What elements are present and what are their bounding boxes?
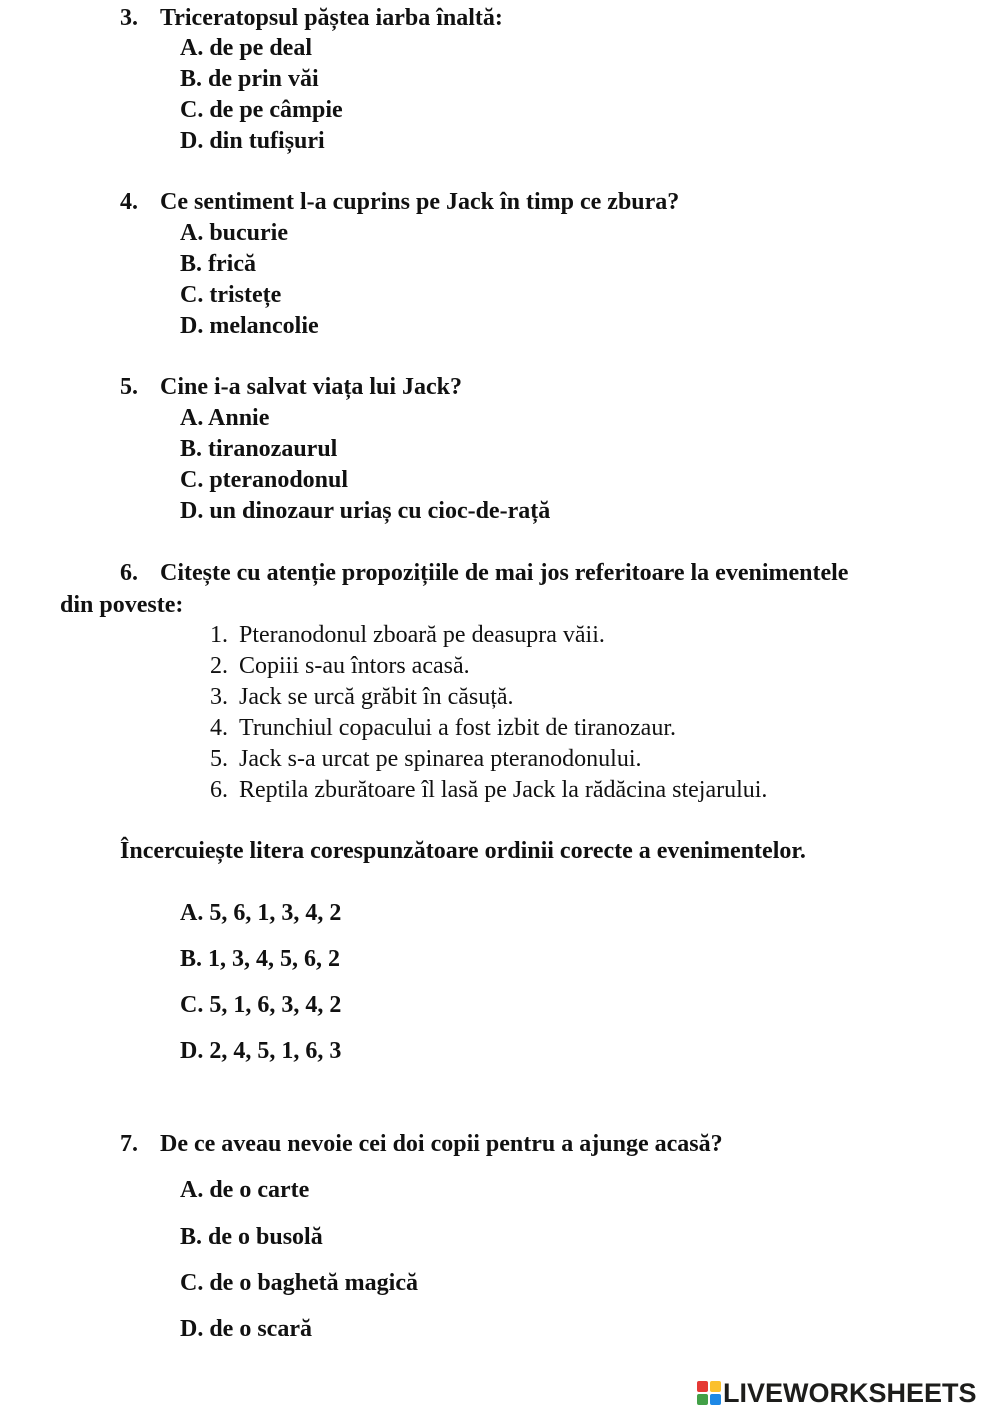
- question-number: 7.: [120, 1131, 138, 1157]
- q6-option-a[interactable]: A. 5, 6, 1, 3, 4, 2: [180, 900, 342, 926]
- question-5: [120, 372, 462, 402]
- statement-5: [210, 744, 642, 774]
- question-text: De ce aveau nevoie cei doi copii pentru a ajunge acasă?: [160, 1131, 723, 1157]
- q3-option-b[interactable]: B. de prin văi: [180, 66, 319, 92]
- q6-option-d[interactable]: D. 2, 4, 5, 1, 6, 3: [180, 1038, 342, 1064]
- statement-number: 4.: [210, 715, 228, 741]
- question-text: Cine i-a salvat viața lui Jack?: [160, 374, 463, 400]
- q4-option-b[interactable]: B. frică: [180, 251, 256, 277]
- statement-text: Reptila zburătoare îl lasă pe Jack la rădăcina stejarului.: [239, 777, 768, 803]
- q6-instruction: Încercuiește litera corespunzătoare ordinii corecte a evenimentelor.: [120, 838, 806, 864]
- statement-number: 5.: [210, 746, 228, 772]
- liveworksheets-logo-text: LIVEWORKSHEETS: [723, 1377, 977, 1408]
- statement-text: Jack se urcă grăbit în căsuță.: [239, 684, 514, 710]
- question-text: Citește cu atenție propozițiile de mai jos referitoare la evenimentele: [160, 560, 849, 586]
- q5-option-b[interactable]: B. tiranozaurul: [180, 436, 338, 462]
- logo-square-yellow: [710, 1381, 721, 1392]
- statement-text: Copiii s-au întors acasă.: [239, 653, 470, 679]
- logo-square-blue: [710, 1394, 721, 1405]
- statement-number: 3.: [210, 684, 228, 710]
- question-text: Triceratopsul păștea iarba înaltă:: [160, 5, 503, 31]
- question-number: 6.: [120, 560, 138, 586]
- q3-option-d[interactable]: D. din tufișuri: [180, 128, 325, 154]
- question-6-line-2: din poveste:: [60, 592, 184, 618]
- logo-square-red: [697, 1381, 708, 1392]
- q5-option-a[interactable]: A. Annie: [180, 405, 270, 431]
- q5-option-c[interactable]: C. pteranodonul: [180, 467, 349, 493]
- q7-option-c[interactable]: C. de o baghetă magică: [180, 1270, 418, 1296]
- question-3: [120, 3, 503, 33]
- statement-6: [210, 775, 767, 805]
- q6-option-b[interactable]: B. 1, 3, 4, 5, 6, 2: [180, 946, 341, 972]
- logo-square-green: [697, 1394, 708, 1405]
- question-7: [120, 1129, 723, 1159]
- q5-option-d[interactable]: D. un dinozaur uriaș cu cioc-de-rață: [180, 498, 551, 524]
- q4-option-c[interactable]: C. tristețe: [180, 282, 282, 308]
- q4-option-a[interactable]: A. bucurie: [180, 220, 288, 246]
- question-number: 5.: [120, 374, 138, 400]
- q4-option-d[interactable]: D. melancolie: [180, 313, 319, 339]
- statement-number: 1.: [210, 622, 228, 648]
- statement-1: [210, 620, 605, 650]
- question-text: Ce sentiment l-a cuprins pe Jack în timp ce zbura?: [160, 189, 680, 215]
- liveworksheets-logo-icon: [697, 1381, 721, 1405]
- liveworksheets-logo[interactable]: [697, 1378, 977, 1408]
- question-number: 4.: [120, 189, 138, 215]
- statement-2: [210, 651, 470, 681]
- q6-option-c[interactable]: C. 5, 1, 6, 3, 4, 2: [180, 992, 342, 1018]
- q7-option-d[interactable]: D. de o scară: [180, 1316, 312, 1342]
- q3-option-a[interactable]: A. de pe deal: [180, 35, 312, 61]
- statement-number: 2.: [210, 653, 228, 679]
- question-number: 3.: [120, 5, 138, 31]
- q7-option-b[interactable]: B. de o busolă: [180, 1224, 323, 1250]
- q7-option-a[interactable]: A. de o carte: [180, 1177, 310, 1203]
- statement-4: [210, 713, 676, 743]
- statement-text: Trunchiul copacului a fost izbit de tiranozaur.: [239, 715, 677, 741]
- statement-number: 6.: [210, 777, 228, 803]
- q3-option-c[interactable]: C. de pe câmpie: [180, 97, 343, 123]
- statement-3: [210, 682, 514, 712]
- question-6-line-1: [120, 558, 848, 588]
- question-4: [120, 187, 679, 217]
- statement-text: Jack s-a urcat pe spinarea pteranodonului.: [239, 746, 642, 772]
- statement-text: Pteranodonul zboară pe deasupra văii.: [239, 622, 605, 648]
